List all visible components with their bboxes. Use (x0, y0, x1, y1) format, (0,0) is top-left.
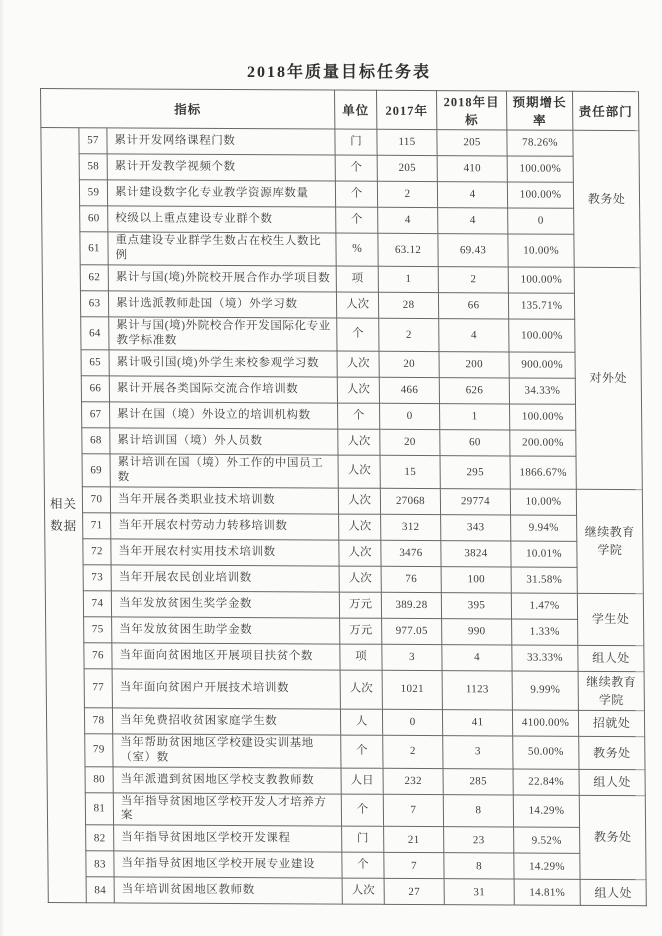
indicator-name: 当年开展农村劳动力转移培训数 (111, 513, 339, 540)
table-row (44, 427, 642, 456)
unit: 个 (341, 794, 383, 827)
table-header (41, 89, 639, 131)
value-2017: 466 (379, 377, 439, 403)
growth-rate: 100.00% (507, 156, 573, 182)
value-2017: 21 (384, 827, 444, 853)
table-row (45, 590, 643, 619)
indicator-name: 当年指导贫困地区学校开发人才培养方案 (113, 792, 341, 826)
row-number: 74 (83, 590, 111, 616)
growth-rate: 14.29% (514, 853, 580, 879)
row-number: 61 (80, 232, 108, 265)
table-row (46, 616, 644, 645)
value-2017: 20 (380, 429, 440, 455)
value-2018-target: 23 (444, 827, 514, 853)
indicator-name: 累计与国(境)外院校合作开发国际化专业教学标准数 (109, 317, 337, 351)
value-2017: 76 (381, 566, 441, 592)
row-number: 58 (79, 154, 107, 180)
table-row (45, 538, 643, 567)
unit: 个 (335, 155, 377, 181)
growth-rate: 14.29% (513, 794, 579, 827)
value-2018-target: 205 (437, 130, 507, 156)
row-number: 62 (80, 265, 108, 291)
table-row (46, 668, 644, 710)
indicator-name: 累计培训在国（境）外工作的中国员工数 (110, 454, 338, 488)
table-row (44, 486, 642, 515)
row-number: 63 (80, 291, 108, 317)
value-2018-target: 2 (438, 266, 508, 292)
row-number: 80 (85, 766, 113, 792)
row-number: 64 (81, 317, 109, 350)
value-2017: 389.28 (381, 592, 441, 618)
department: 学生处 (577, 593, 643, 645)
growth-rate: 9.99% (512, 671, 578, 710)
growth-rate: 100.00% (507, 182, 573, 208)
row-number: 76 (84, 642, 112, 668)
table-row (41, 180, 639, 209)
indicator-name: 当年派遣到贫困地区学校支教教师数 (113, 766, 341, 793)
unit: 人次 (339, 514, 381, 540)
value-2017: 232 (383, 768, 443, 794)
unit: 万元 (340, 618, 382, 644)
growth-rate: 1.47% (511, 593, 577, 619)
table-row (41, 128, 639, 157)
unit: 万元 (339, 592, 381, 618)
indicator-name: 当年发放贫困生奖学金数 (111, 591, 339, 618)
growth-rate: 50.00% (513, 736, 579, 769)
growth-rate: 22.84% (513, 768, 579, 794)
unit: 人次 (338, 429, 380, 455)
unit: 人次 (339, 566, 381, 592)
row-number: 77 (84, 668, 112, 707)
row-number: 79 (85, 733, 113, 766)
unit: 项 (336, 266, 378, 292)
table-row (42, 264, 640, 293)
table-row (47, 766, 645, 795)
value-2018-target: 285 (443, 768, 513, 794)
table-row (44, 401, 642, 430)
value-2017: 3 (382, 644, 442, 670)
unit: 人次 (342, 878, 384, 904)
indicator-name: 当年面向贫困户开展技术培训数 (112, 669, 340, 709)
indicator-name: 当年指导贫困地区学校开展专业建设 (114, 851, 342, 878)
growth-rate: 1.33% (512, 619, 578, 645)
unit: 人次 (336, 292, 378, 318)
value-2017: 7 (383, 794, 443, 827)
scan-edge-artifact (0, 0, 4, 936)
indicator-name: 当年开展农民创业培训数 (111, 565, 339, 592)
row-number: 57 (79, 128, 107, 154)
value-2017: 2 (383, 735, 443, 768)
row-number: 73 (83, 564, 111, 590)
growth-rate: 33.33% (512, 645, 578, 671)
indicator-name: 当年免费招收贫困家庭学生数 (112, 708, 340, 735)
growth-rate: 100.00% (508, 267, 574, 293)
row-number: 60 (80, 206, 108, 232)
indicator-name: 当年面向贫困地区开展项目扶贫个数 (112, 643, 340, 670)
growth-rate: 135.71% (508, 293, 574, 319)
table-row (42, 290, 640, 319)
value-2017: 27068 (380, 488, 440, 514)
table-row (45, 564, 643, 593)
growth-rate: 200.00% (510, 430, 576, 456)
col-header-2017: 2017年 (377, 90, 437, 129)
header-row (41, 89, 639, 131)
indicator-name: 当年培训贫困地区教师数 (114, 877, 342, 904)
value-2017: 1 (378, 266, 438, 292)
value-2018-target: 41 (442, 709, 512, 735)
row-number: 82 (86, 825, 114, 851)
value-2018-target: 29774 (440, 488, 510, 514)
value-2018-target: 4 (442, 644, 512, 670)
unit: 人次 (340, 670, 382, 709)
value-2017: 28 (378, 292, 438, 318)
table-row (44, 453, 642, 489)
growth-rate: 4100.00% (512, 710, 578, 736)
unit: 个 (338, 403, 380, 429)
value-2017: 3476 (381, 540, 441, 566)
department: 继续教育学院 (576, 489, 643, 593)
growth-rate: 31.58% (511, 567, 577, 593)
row-number: 66 (81, 375, 109, 401)
unit: 人次 (337, 351, 379, 377)
value-2018-target: 4 (439, 318, 509, 351)
unit: 个 (337, 318, 379, 351)
growth-rate: 1866.67% (510, 456, 576, 489)
value-2017: 2 (379, 318, 439, 351)
page-title-text: 2018年质量目标任务表 (246, 64, 431, 81)
unit: 人次 (338, 488, 380, 514)
value-2018-target: 69.43 (438, 234, 508, 267)
growth-rate: 34.33% (509, 378, 575, 404)
unit: 人次 (338, 455, 380, 488)
indicator-name: 当年开展各类职业技术培训数 (110, 486, 338, 513)
department: 对外处 (574, 267, 642, 489)
table-row (41, 154, 639, 183)
row-number: 71 (83, 512, 111, 538)
table-row (45, 512, 643, 541)
indicator-name: 累计开发教学视频个数 (107, 154, 335, 181)
indicator-name: 累计在国（境）外设立的培训机构数 (110, 402, 338, 429)
value-2017: 2 (377, 181, 437, 207)
col-header-indicator: 指标 (41, 89, 335, 130)
table-row (48, 851, 646, 880)
department: 教务处 (579, 795, 646, 880)
unit: % (336, 233, 378, 266)
row-number: 67 (82, 401, 110, 427)
col-header-unit: 单位 (335, 90, 377, 129)
indicator-name: 当年帮助贫困地区学校建设实训基地（室）数 (113, 734, 341, 768)
department: 组人处 (579, 769, 645, 795)
row-number: 83 (86, 851, 114, 877)
table-row (48, 877, 646, 906)
row-number: 70 (82, 486, 110, 512)
growth-rate: 100.00% (510, 404, 576, 430)
indicator-name: 累计建设数字化专业教学资源库数量 (107, 180, 335, 207)
growth-rate: 78.26% (507, 130, 573, 156)
value-2018-target: 4 (437, 182, 507, 208)
unit: 门 (342, 826, 384, 852)
row-number: 75 (84, 616, 112, 642)
department: 教务处 (579, 736, 645, 769)
growth-rate: 10.00% (508, 234, 574, 267)
table-row (47, 733, 645, 769)
department: 继续教育学院 (578, 671, 644, 710)
value-2018-target: 100 (441, 566, 511, 592)
row-number: 72 (83, 538, 111, 564)
indicator-name: 累计开展各类国际交流合作培训数 (109, 376, 337, 403)
growth-rate: 9.52% (514, 827, 580, 853)
indicator-name: 累计选派教师赴国（境）外学习数 (108, 291, 336, 318)
table-row (46, 642, 644, 671)
targets-table-wrap (40, 88, 646, 907)
indicator-name: 当年发放贫困生助学金数 (112, 617, 340, 644)
growth-rate: 14.81% (514, 879, 580, 905)
unit: 人次 (337, 377, 379, 403)
row-number: 78 (84, 707, 112, 733)
value-2017: 1021 (382, 670, 442, 709)
row-number: 59 (79, 180, 107, 206)
value-2017: 20 (379, 351, 439, 377)
value-2017: 15 (380, 455, 440, 488)
table-row (42, 206, 640, 235)
value-2018-target: 8 (443, 794, 513, 827)
indicator-name: 累计与国(境)外院校开展合作办学项目数 (108, 265, 336, 292)
value-2018-target: 410 (437, 156, 507, 182)
group-label: 相关 数据 (41, 128, 86, 904)
value-2017: 4 (378, 207, 438, 233)
row-number: 68 (82, 427, 110, 453)
department: 组人处 (580, 880, 646, 906)
growth-rate: 10.01% (511, 541, 577, 567)
indicator-name: 校级以上重点建设专业群个数 (108, 206, 336, 233)
unit: 个 (336, 207, 378, 233)
value-2018-target: 990 (442, 618, 512, 644)
value-2018-target: 31 (444, 879, 514, 905)
table-row (48, 825, 646, 854)
unit: 个 (342, 852, 384, 878)
value-2018-target: 343 (441, 514, 511, 540)
unit: 门 (335, 129, 377, 155)
growth-rate: 900.00% (509, 352, 575, 378)
unit: 人 (340, 709, 382, 735)
value-2017: 977.05 (382, 618, 442, 644)
value-2017: 0 (382, 709, 442, 735)
value-2018-target: 3824 (441, 540, 511, 566)
indicator-name: 累计培训国（境）外人员数 (110, 428, 338, 455)
value-2018-target: 1 (440, 403, 510, 429)
col-header-growth-rate: 预期增长率 (507, 91, 573, 130)
growth-rate: 9.94% (511, 515, 577, 541)
unit: 人次 (339, 540, 381, 566)
table-row (47, 792, 645, 828)
row-number: 69 (82, 453, 110, 486)
value-2017: 27 (384, 879, 444, 905)
targets-table (40, 88, 647, 907)
col-header-department: 责任部门 (573, 91, 639, 130)
row-number: 84 (86, 877, 114, 903)
table-row (43, 349, 641, 378)
unit: 个 (341, 735, 383, 768)
row-number: 65 (81, 349, 109, 375)
unit: 项 (340, 644, 382, 670)
value-2018-target: 295 (440, 455, 510, 488)
table-body (41, 128, 646, 907)
table-row (43, 375, 641, 404)
indicator-name: 累计开发网络课程门数 (107, 128, 335, 155)
col-header-2018-target: 2018年目标 (437, 91, 507, 130)
value-2018-target: 626 (439, 377, 509, 403)
value-2017: 205 (377, 155, 437, 181)
indicator-name: 当年指导贫困地区学校开发课程 (114, 825, 342, 852)
growth-rate: 10.00% (510, 489, 576, 515)
row-number: 81 (85, 792, 113, 825)
value-2018-target: 60 (440, 429, 510, 455)
value-2017: 7 (384, 853, 444, 879)
value-2018-target: 8 (444, 853, 514, 879)
value-2017: 115 (377, 129, 437, 155)
department: 招就处 (578, 710, 644, 736)
value-2018-target: 3 (443, 735, 513, 768)
table-row (43, 316, 641, 352)
value-2018-target: 395 (441, 592, 511, 618)
department: 组人处 (578, 645, 644, 671)
page-title (0, 59, 662, 82)
indicator-name: 当年开展农村实用技术培训数 (111, 539, 339, 566)
indicator-name: 重点建设专业群学生数占在校生人数比例 (108, 232, 336, 266)
department: 教务处 (573, 130, 640, 267)
value-2018-target: 4 (438, 208, 508, 234)
value-2017: 312 (381, 514, 441, 540)
value-2017: 63.12 (378, 233, 438, 266)
value-2018-target: 1123 (442, 670, 512, 709)
indicator-name: 累计吸引国(境)外学生来校参观学习数 (109, 350, 337, 377)
unit: 人日 (341, 768, 383, 794)
growth-rate: 0 (508, 208, 574, 234)
unit: 个 (335, 181, 377, 207)
table-row (42, 232, 640, 268)
value-2017: 0 (380, 403, 440, 429)
value-2018-target: 200 (439, 351, 509, 377)
growth-rate: 100.00% (509, 319, 575, 352)
value-2018-target: 66 (438, 292, 508, 318)
table-row (46, 707, 644, 736)
